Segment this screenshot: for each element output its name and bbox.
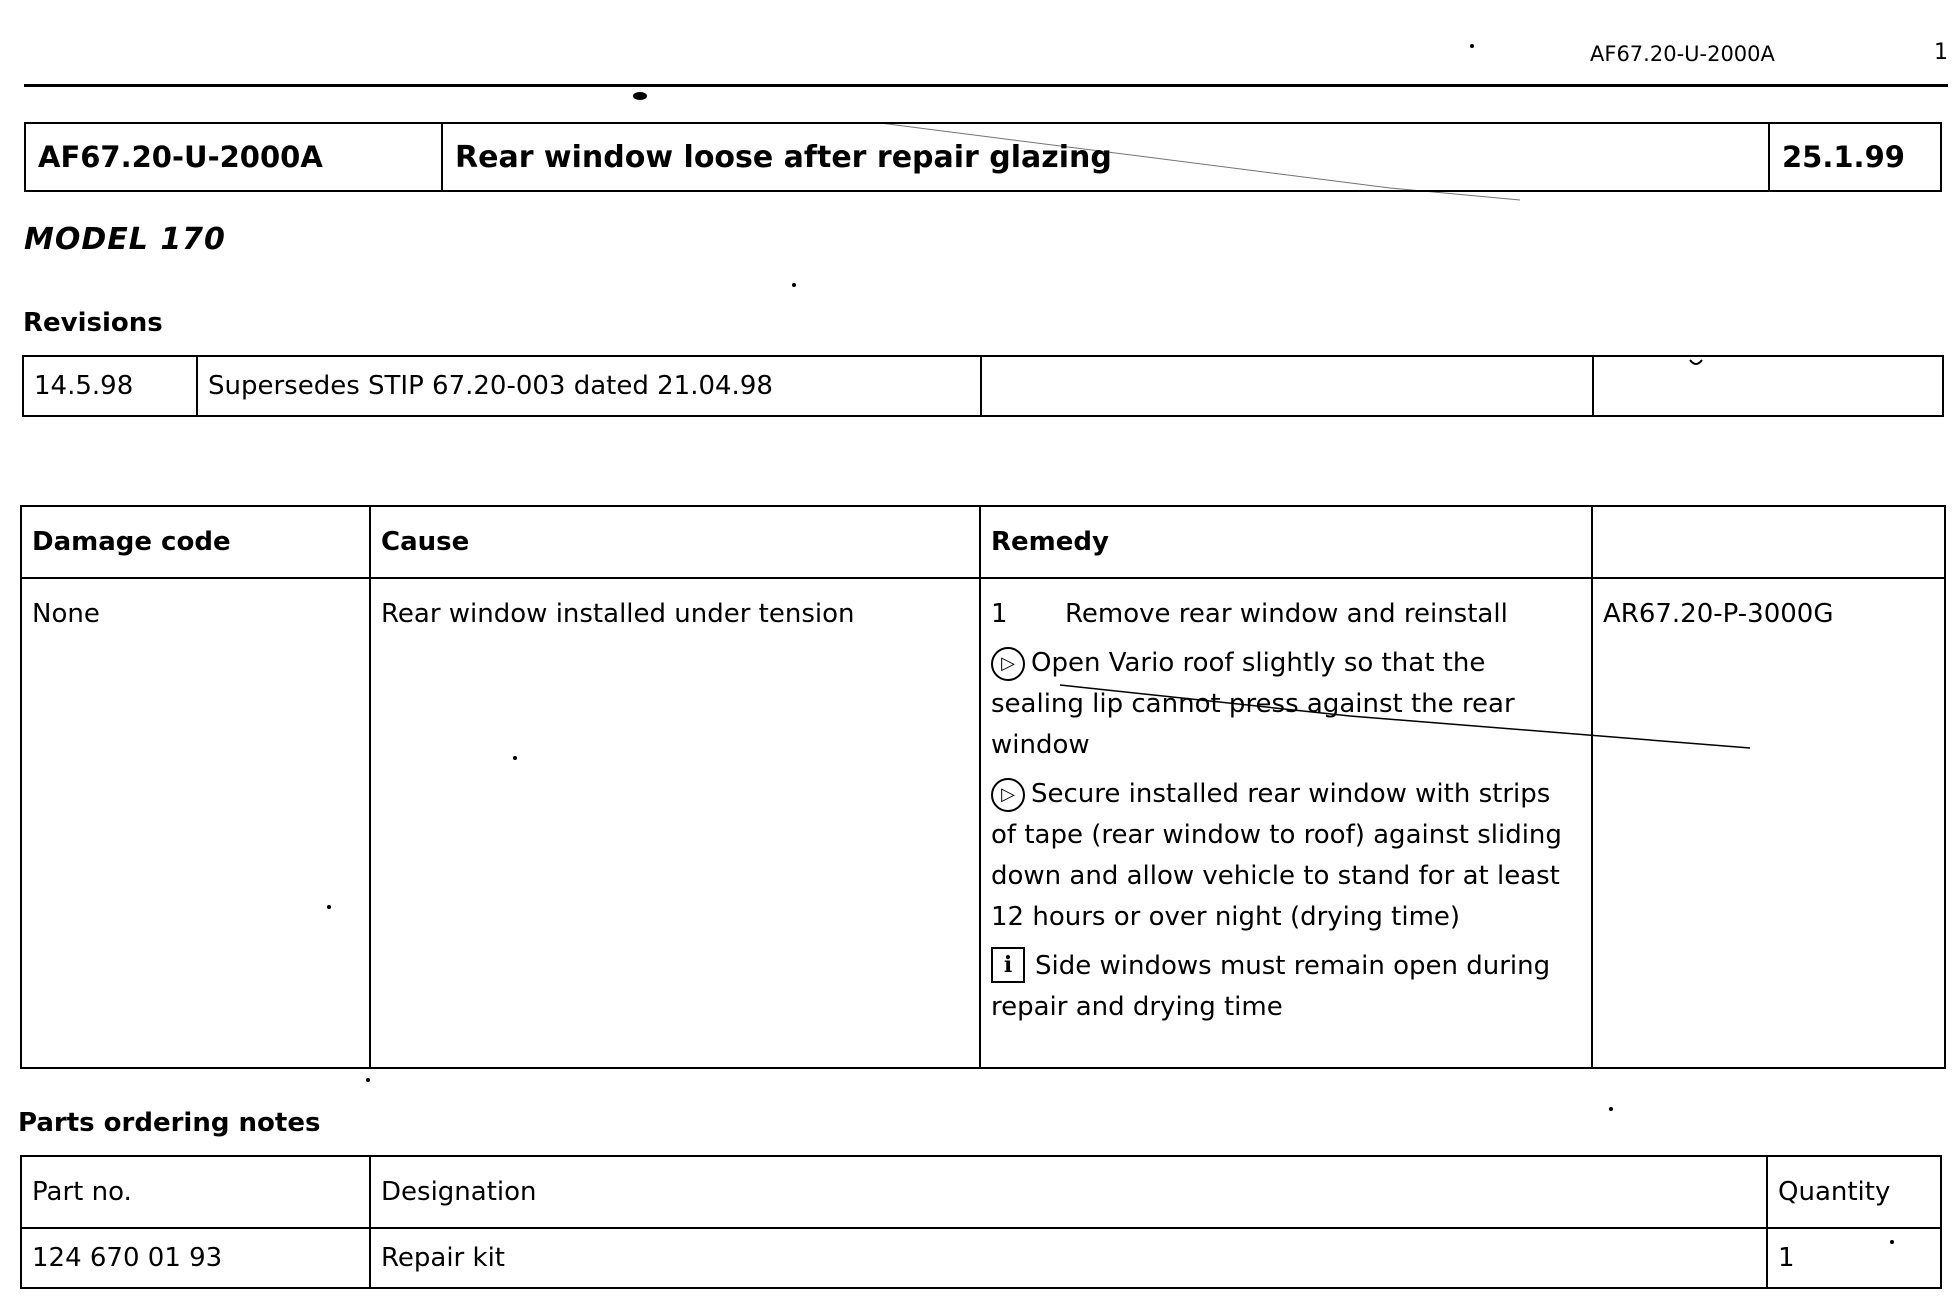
scan-speck: [513, 756, 517, 760]
remedy-note-text: Side windows must remain open during repair and drying time: [991, 951, 1551, 1022]
revisions-label: Revisions: [23, 308, 163, 338]
remedy-step-number: 1: [991, 599, 1008, 629]
scan-speck: [792, 283, 796, 287]
header-quantity: Quantity: [1767, 1156, 1941, 1228]
scan-speck: [366, 1078, 370, 1082]
scan-speck: [327, 905, 331, 909]
scan-speck: [1890, 1240, 1894, 1244]
hint-circle-icon: ▷: [991, 647, 1025, 681]
remedy-step-text: Remove rear window and reinstall: [1065, 599, 1508, 629]
ref-value: AR67.20-P-3000G: [1592, 578, 1945, 1068]
header-remedy: Remedy: [980, 506, 1592, 578]
parts-label: Parts ordering notes: [18, 1108, 321, 1138]
title-date: 25.1.99: [1769, 123, 1941, 191]
designation-value: Repair kit: [370, 1228, 1767, 1288]
header-cause: Cause: [370, 506, 980, 578]
revision-date: 14.5.98: [23, 356, 197, 416]
header-doc-ref: AF67.20-U-2000A: [1590, 42, 1775, 66]
remedy-note-text: Secure installed rear window with strips of tape (rear window to roof) against sliding down and allow vehicle to stand for at least 12 hours or over night (drying time): [991, 779, 1562, 932]
header-part-no: Part no.: [21, 1156, 370, 1228]
quantity-value: 1: [1767, 1228, 1941, 1288]
remedy-note-text: Open Vario roof slightly so that the sealing lip cannot press against the rear window: [991, 648, 1515, 760]
damage-code-value: None: [21, 578, 370, 1068]
title-code: AF67.20-U-2000A: [25, 123, 442, 191]
cause-value: Rear window installed under tension: [370, 578, 980, 1068]
header-damage-code: Damage code: [21, 506, 370, 578]
header-page-number: 1: [1934, 40, 1948, 65]
scan-speck: [1609, 1107, 1613, 1111]
header-designation: Designation: [370, 1156, 1767, 1228]
part-no-value: 124 670 01 93: [21, 1228, 370, 1288]
model-heading: MODEL 170: [24, 222, 226, 257]
hint-circle-icon: ▷: [991, 778, 1025, 812]
title-text: Rear window loose after repair glazing: [442, 123, 1769, 191]
revision-text: Supersedes STIP 67.20-003 dated 21.04.98: [197, 356, 981, 416]
info-box-icon: i: [991, 947, 1025, 983]
scan-speck: [1470, 44, 1474, 48]
